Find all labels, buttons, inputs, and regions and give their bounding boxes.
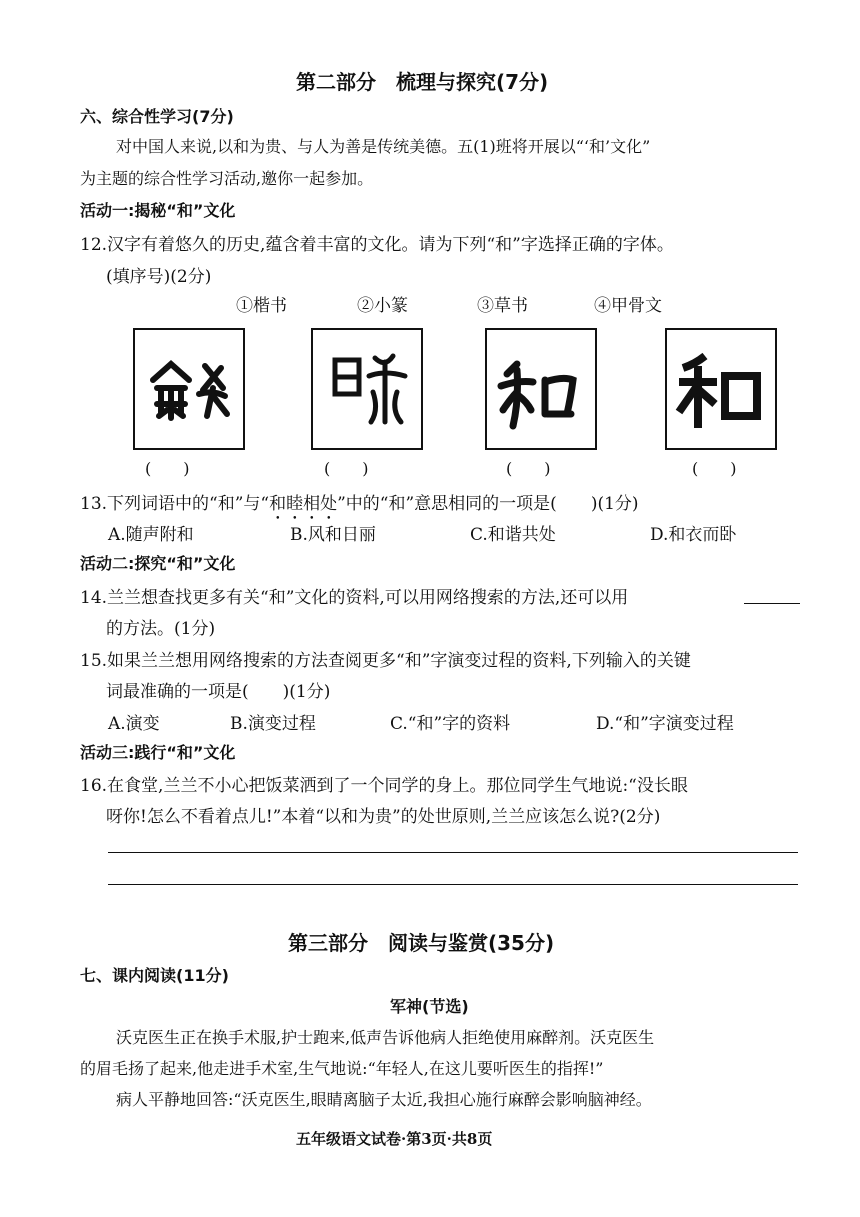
font-option-kaishu: ①楷书 <box>236 296 287 316</box>
para1-line-2: 的眉毛扬了起来,他走进手术室,生气地说:“年轻人,在这儿要听医生的指挥!” <box>80 1059 604 1078</box>
q13-option-d[interactable]: D.和衣而卧 <box>650 525 737 545</box>
q15-line-2: 词最准确的一项是( )(1分) <box>106 682 331 702</box>
q13-pre: 13.下列词语中的“和”与“ <box>80 494 270 514</box>
intro-line-1: 对中国人来说,以和为贵、与人为善是传统美德。五(1)班将开展以“‘和’文化” <box>116 137 651 156</box>
part3-title: 第三部分 阅读与鉴赏(35分) <box>288 931 555 955</box>
font-option-caoshu: ③草书 <box>477 296 528 316</box>
section6-title: 六、综合性学习(7分) <box>80 107 234 126</box>
caoshu-he-glyph <box>485 328 597 450</box>
q13-option-c[interactable]: C.和谐共处 <box>470 525 556 545</box>
para1-line-1: 沃克医生正在换手术服,护士跑来,低声告诉他病人拒绝使用麻醉剂。沃克医生 <box>116 1028 655 1047</box>
answer-paren-4[interactable]: ( ) <box>692 459 737 478</box>
q15-line-1: 15.如果兰兰想用网络搜索的方法查阅更多“和”字演变过程的资料,下列输入的关键 <box>80 651 691 671</box>
activity1-heading: 活动一:揭秘“和”文化 <box>80 201 236 220</box>
q16-answer-line-2[interactable] <box>108 884 798 885</box>
font-option-jiaguwen: ④甲骨文 <box>594 296 662 316</box>
xiaozhuan-he-glyph <box>311 328 423 450</box>
q13-option-b[interactable]: B.风和日丽 <box>290 525 376 545</box>
q13-dotted: 和睦相处 <box>269 494 338 514</box>
q12-line-1: 12.汉字有着悠久的历史,蕴含着丰富的文化。请为下列“和”字选择正确的字体。 <box>80 235 674 255</box>
part2-title: 第二部分 梳理与探究(7分) <box>296 70 549 94</box>
q13-post: ”中的“和”意思相同的一项是( )(1分) <box>337 494 639 514</box>
jiaguwen-he-glyph <box>133 328 245 450</box>
page-footer: 五年级语文试卷·第3页·共8页 <box>296 1130 493 1148</box>
activity3-heading: 活动三:践行“和”文化 <box>80 743 236 762</box>
passage-title: 军神(节选) <box>390 997 469 1016</box>
section7-title: 七、课内阅读(11分) <box>80 966 229 985</box>
kaishu-he-glyph <box>665 328 777 450</box>
q16-line-1: 16.在食堂,兰兰不小心把饭菜洒到了一个同学的身上。那位同学生气地说:“没长眼 <box>80 776 688 796</box>
answer-paren-1[interactable]: ( ) <box>145 459 190 478</box>
q13-stem <box>80 489 639 524</box>
q16-line-2: 呀你!怎么不看着点儿!”本着“以和为贵”的处世原则,兰兰应该怎么说?(2分) <box>106 807 661 827</box>
q16-answer-line-1[interactable] <box>108 852 798 853</box>
q14-answer-blank[interactable] <box>744 603 800 604</box>
q13-option-a[interactable]: A.随声附和 <box>108 525 194 545</box>
answer-paren-2[interactable]: ( ) <box>324 459 369 478</box>
q15-option-c[interactable]: C.“和”字的资料 <box>390 714 511 734</box>
q14-line-1: 14.兰兰想查找更多有关“和”文化的资料,可以用网络搜索的方法,还可以用 <box>80 588 629 608</box>
q14-line-2: 的方法。(1分) <box>106 619 216 639</box>
q15-option-d[interactable]: D.“和”字演变过程 <box>596 714 734 734</box>
para2-line-1: 病人平静地回答:“沃克医生,眼睛离脑子太近,我担心施行麻醉会影响脑神经。 <box>116 1090 652 1109</box>
q12-line-2: (填序号)(2分) <box>106 267 212 287</box>
answer-paren-3[interactable]: ( ) <box>506 459 551 478</box>
q15-option-a[interactable]: A.演变 <box>108 714 160 734</box>
font-option-xiaozhuan: ②小篆 <box>357 296 408 316</box>
intro-line-2: 为主题的综合性学习活动,邀你一起参加。 <box>80 169 374 188</box>
q15-option-b[interactable]: B.演变过程 <box>230 714 316 734</box>
activity2-heading: 活动二:探究“和”文化 <box>80 554 236 573</box>
